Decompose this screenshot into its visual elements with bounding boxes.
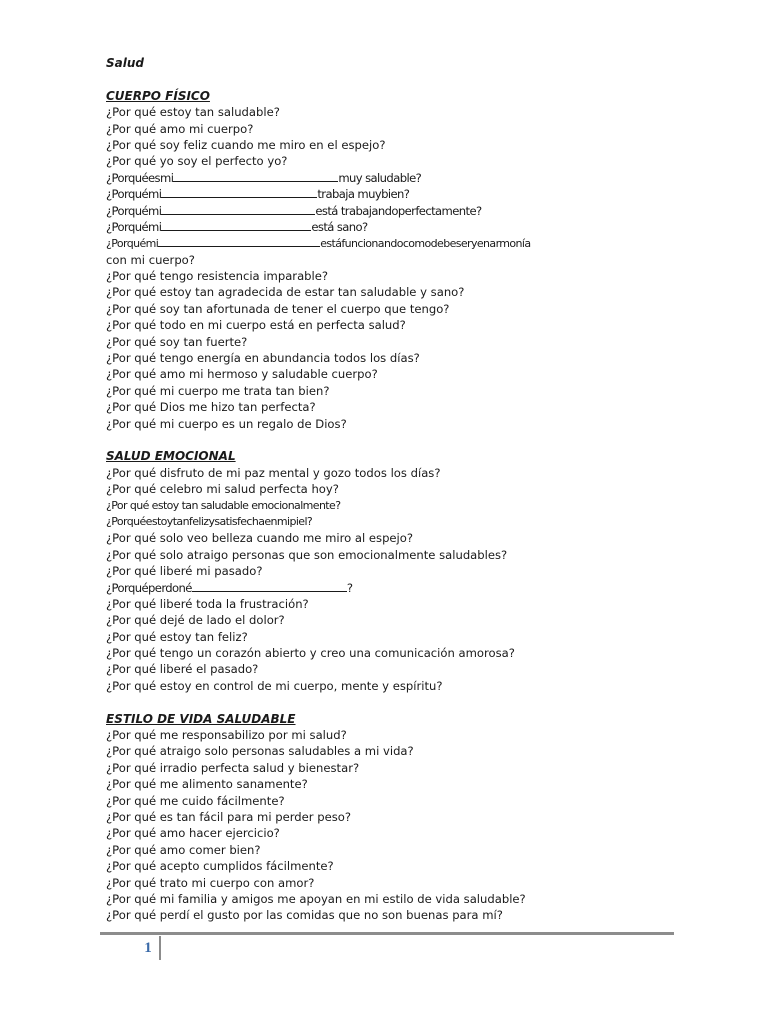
question-line: ¿Por qué amo mi cuerpo? bbox=[106, 121, 254, 136]
fill-in-blank[interactable] bbox=[161, 203, 315, 215]
section-heading-salud-emocional: SALUD EMOCIONAL bbox=[106, 449, 236, 464]
question-line: ¿Por qué estoy en control de mi cuerpo, mente y espíritu? bbox=[106, 678, 443, 693]
question-line: ¿Por qué estoy tan agradecida de estar tan saludable y sano? bbox=[106, 285, 465, 300]
fill-in-blank[interactable] bbox=[173, 170, 338, 182]
question-line: ¿Por qué soy feliz cuando me miro en el espejo? bbox=[106, 137, 386, 152]
question-line: ¿Por qué soy tan afortunada de tener el cuerpo que tengo? bbox=[106, 301, 450, 316]
question-line: ¿Por qué soy tan fuerte? bbox=[106, 334, 248, 349]
question-line: ¿Por qué disfruto de mi paz mental y gozo todos los días? bbox=[106, 465, 441, 480]
fill-in-prefix: ¿Porquéperdoné bbox=[106, 580, 192, 595]
fill-in-suffix: estáfuncionandocomodebeseryenarmonía bbox=[320, 237, 531, 251]
fill-in-line bbox=[106, 219, 706, 235]
section-spacer bbox=[106, 432, 706, 448]
fill-in-blank[interactable] bbox=[161, 219, 311, 231]
question-line: ¿Por qué mi cuerpo me trata tan bien? bbox=[106, 383, 330, 398]
question-line: ¿Por qué me cuido fácilmente? bbox=[106, 793, 285, 808]
question-line: ¿Por qué yo soy el perfecto yo? bbox=[106, 154, 288, 169]
fill-in-line bbox=[106, 186, 706, 202]
fill-in-prefix: ¿Porquémi bbox=[106, 187, 162, 202]
question-line: ¿Por qué tengo energía en abundancia todos los días? bbox=[106, 351, 420, 366]
fill-in-suffix: muy saludable? bbox=[338, 170, 422, 185]
question-line: ¿Por qué tengo un corazón abierto y creo una comunicación amorosa? bbox=[106, 646, 515, 661]
section-heading-cuerpo-fisico: CUERPO FÍSICO bbox=[106, 88, 210, 103]
fill-in-prefix: ¿Porquémi bbox=[106, 237, 159, 251]
fill-in-blank[interactable] bbox=[158, 235, 320, 247]
fill-in-prefix: ¿Porquémi bbox=[106, 219, 162, 234]
section-heading-estilo-de-vida: ESTILO DE VIDA SALUDABLE bbox=[106, 711, 296, 726]
fill-in-continuation: con mi cuerpo? bbox=[106, 252, 195, 267]
question-line: ¿Por qué amo mi hermoso y saludable cuerpo? bbox=[106, 367, 378, 382]
fill-in-line bbox=[106, 235, 706, 251]
question-line: ¿Por qué todo en mi cuerpo está en perfecta salud? bbox=[106, 318, 406, 333]
question-line: ¿Por qué dejé de lado el dolor? bbox=[106, 613, 285, 628]
question-line: ¿Por qué liberé mi pasado? bbox=[106, 564, 263, 579]
question-line: ¿Por qué Dios me hizo tan perfecta? bbox=[106, 400, 316, 415]
question-line: ¿Porquéestoytanfelizysatisfechaenmipiel? bbox=[106, 514, 313, 528]
question-line: ¿Por qué mi cuerpo es un regalo de Dios? bbox=[106, 416, 347, 431]
question-line: ¿Por qué amo hacer ejercicio? bbox=[106, 826, 280, 841]
question-line: ¿Por qué amo comer bien? bbox=[106, 842, 261, 857]
question-line: ¿Por qué liberé el pasado? bbox=[106, 662, 259, 677]
question-line: ¿Por qué me alimento sanamente? bbox=[106, 777, 308, 792]
fill-in-prefix: ¿Porquémi bbox=[106, 203, 162, 218]
fill-in-suffix: está trabajandoperfectamente? bbox=[315, 203, 482, 218]
footer-rule bbox=[100, 932, 674, 935]
question-line: ¿Por qué estoy tan feliz? bbox=[106, 629, 248, 644]
fill-in-blank[interactable] bbox=[161, 186, 317, 198]
fill-in-line bbox=[106, 170, 706, 186]
question-line: ¿Por qué estoy tan saludable? bbox=[106, 105, 280, 120]
section-spacer bbox=[106, 694, 706, 710]
question-line: ¿Por qué es tan fácil para mi perder peso? bbox=[106, 809, 352, 824]
question-line: ¿Por qué celebro mi salud perfecta hoy? bbox=[106, 482, 339, 497]
page-number: 1 bbox=[144, 940, 152, 956]
fill-in-suffix: trabaja muybien? bbox=[317, 187, 410, 202]
document-body bbox=[106, 55, 706, 924]
document-title: Salud bbox=[106, 56, 144, 70]
question-line: ¿Por qué atraigo solo personas saludables a mi vida? bbox=[106, 744, 414, 759]
question-line: ¿Por qué tengo resistencia imparable? bbox=[106, 269, 329, 284]
fill-in-line bbox=[106, 580, 706, 596]
question-line: ¿Por qué me responsabilizo por mi salud? bbox=[106, 728, 347, 743]
fill-in-blank[interactable] bbox=[192, 580, 347, 592]
fill-in-prefix: ¿Porquéesmi bbox=[106, 170, 174, 185]
question-line: ¿Por qué solo veo belleza cuando me miro al espejo? bbox=[106, 531, 414, 546]
fill-in-suffix: está sano? bbox=[311, 219, 368, 234]
question-line: ¿Por qué liberé toda la frustración? bbox=[106, 596, 309, 611]
question-line: ¿Por qué trato mi cuerpo con amor? bbox=[106, 875, 315, 890]
page-number-divider bbox=[159, 936, 161, 960]
question-line: ¿Por qué irradio perfecta salud y bienestar? bbox=[106, 760, 360, 775]
question-line: ¿Por qué acepto cumplidos fácilmente? bbox=[106, 859, 334, 874]
question-line: ¿Por qué perdí el gusto por las comidas que no son buenas para mí? bbox=[106, 908, 503, 923]
fill-in-line bbox=[106, 203, 706, 219]
question-line: ¿Por qué estoy tan saludable emocionalmente? bbox=[106, 498, 341, 512]
fill-in-suffix: ? bbox=[346, 580, 353, 595]
question-line: ¿Por qué mi familia y amigos me apoyan en mi estilo de vida saludable? bbox=[106, 891, 526, 906]
question-line: ¿Por qué solo atraigo personas que son emocionalmente saludables? bbox=[106, 547, 508, 562]
